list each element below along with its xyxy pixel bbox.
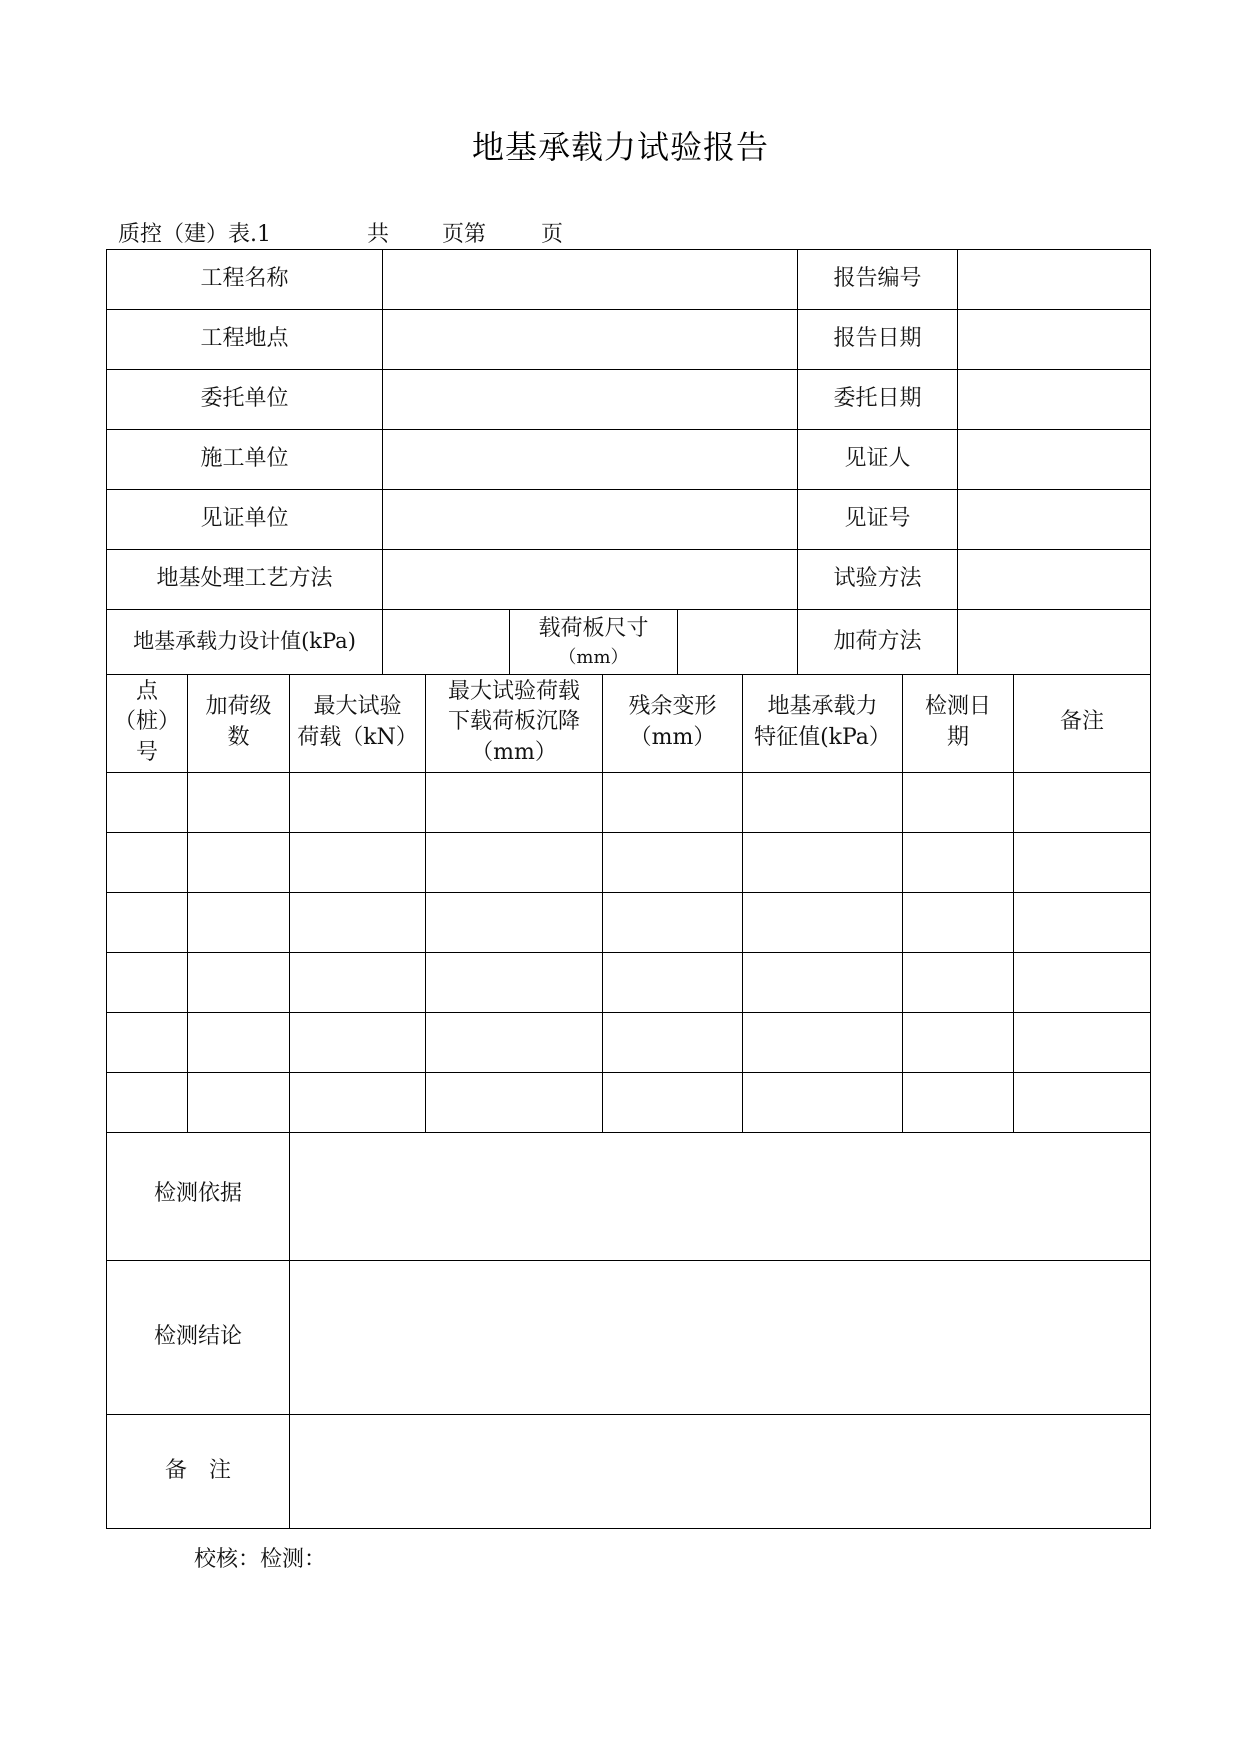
- info-value-field[interactable]: [383, 250, 798, 310]
- project-info-table: [106, 249, 1151, 675]
- table-header-row: [107, 674, 1151, 772]
- info-label: 见证单位: [107, 490, 383, 550]
- plate-size-label-line: 载荷板尺寸: [538, 616, 649, 641]
- loading-method-field[interactable]: [958, 610, 1151, 675]
- form-number: 质控（建）表.1: [118, 222, 271, 247]
- loading-method-label: 加荷方法: [798, 610, 958, 675]
- test-data-table: [106, 674, 1151, 1133]
- table-cell[interactable]: [1014, 1012, 1151, 1072]
- table-cell[interactable]: [603, 772, 743, 832]
- table-cell[interactable]: [107, 772, 188, 832]
- section-field-remarks[interactable]: [290, 1414, 1151, 1528]
- header-line: 残余变形: [628, 693, 717, 719]
- table-cell[interactable]: [903, 1012, 1014, 1072]
- table-cell[interactable]: [107, 1072, 188, 1132]
- table-cell[interactable]: [107, 952, 188, 1012]
- table-cell[interactable]: [426, 1072, 603, 1132]
- column-header-max-load: [290, 674, 426, 772]
- info-value-field[interactable]: [958, 430, 1151, 490]
- table-cell[interactable]: [1014, 1072, 1151, 1132]
- table-cell[interactable]: [188, 832, 290, 892]
- table-cell[interactable]: [603, 832, 743, 892]
- info-label: 试验方法: [798, 550, 958, 610]
- table-cell[interactable]: [290, 952, 426, 1012]
- info-value-field[interactable]: [958, 370, 1151, 430]
- info-row: [107, 310, 1151, 370]
- table-cell[interactable]: [1014, 832, 1151, 892]
- header-line: 荷载（kN）: [297, 724, 418, 750]
- table-cell[interactable]: [290, 832, 426, 892]
- table-cell[interactable]: [903, 832, 1014, 892]
- report-title: 地基承载力试验报告: [471, 128, 769, 166]
- info-value-field[interactable]: [383, 310, 798, 370]
- header-line: 检测日: [924, 693, 991, 719]
- column-header-settlement: [426, 674, 603, 772]
- info-value-field[interactable]: [958, 550, 1151, 610]
- column-header-load-level: [188, 674, 290, 772]
- page-current-suffix: 页: [541, 222, 564, 247]
- info-value-field[interactable]: [958, 490, 1151, 550]
- plate-size-label: [510, 610, 678, 675]
- table-cell[interactable]: [426, 772, 603, 832]
- header-line: （桩）: [113, 709, 180, 735]
- design-row: [107, 610, 1151, 675]
- table-cell[interactable]: [290, 772, 426, 832]
- header-line: 数: [227, 724, 250, 750]
- info-label: 委托日期: [798, 370, 958, 430]
- column-header-point-no: [107, 674, 188, 772]
- header-line: 地基承载力: [767, 693, 878, 719]
- header-line: 特征值(kPa）: [754, 724, 891, 750]
- header-line: 下载荷板沉降: [447, 709, 580, 735]
- header-line: 点: [135, 678, 158, 704]
- section-label-remarks: 备 注: [107, 1414, 290, 1528]
- info-row: [107, 370, 1151, 430]
- table-cell[interactable]: [903, 772, 1014, 832]
- table-cell[interactable]: [426, 892, 603, 952]
- header-line: 最大试验: [313, 693, 402, 719]
- footer-signatures: [194, 1542, 326, 1573]
- table-row: [107, 832, 1151, 892]
- header-line: 加荷级: [205, 693, 272, 719]
- table-cell[interactable]: [188, 772, 290, 832]
- table-cell[interactable]: [743, 892, 903, 952]
- column-header-characteristic-value: [743, 674, 903, 772]
- table-cell[interactable]: [290, 892, 426, 952]
- section-row: [107, 1260, 1151, 1414]
- table-cell[interactable]: [188, 952, 290, 1012]
- info-label: 见证号: [798, 490, 958, 550]
- table-cell[interactable]: [107, 1012, 188, 1072]
- header-line: 最大试验荷载: [447, 678, 580, 704]
- info-label: 工程名称: [107, 250, 383, 310]
- column-header-remarks: [1014, 674, 1151, 772]
- design-capacity-label: 地基承载力设计值(kPa): [107, 610, 383, 675]
- info-value-field[interactable]: [958, 310, 1151, 370]
- table-cell[interactable]: [290, 1012, 426, 1072]
- info-label: 地基处理工艺方法: [107, 550, 383, 610]
- table-row: [107, 1072, 1151, 1132]
- table-cell[interactable]: [290, 1072, 426, 1132]
- plate-size-unit: （mm）: [558, 646, 629, 668]
- info-label: 见证人: [798, 430, 958, 490]
- info-label: 工程地点: [107, 310, 383, 370]
- table-cell[interactable]: [743, 1072, 903, 1132]
- table-cell[interactable]: [603, 892, 743, 952]
- review-label: 校核：: [194, 1547, 261, 1572]
- table-cell[interactable]: [903, 892, 1014, 952]
- header-line: 备注: [1059, 709, 1104, 735]
- info-row: [107, 250, 1151, 310]
- info-value-field[interactable]: [383, 370, 798, 430]
- section-row: [107, 1414, 1151, 1528]
- info-label: 施工单位: [107, 430, 383, 490]
- page-total-prefix: 共: [367, 222, 390, 247]
- header-line: （mm）: [629, 724, 716, 750]
- info-row: [107, 490, 1151, 550]
- header-line: 号: [135, 740, 158, 766]
- section-field-conclusion[interactable]: [290, 1260, 1151, 1414]
- table-cell[interactable]: [743, 952, 903, 1012]
- info-value-field[interactable]: [383, 550, 798, 610]
- table-cell[interactable]: [1014, 892, 1151, 952]
- design-capacity-field[interactable]: [383, 610, 510, 675]
- info-label: 报告日期: [798, 310, 958, 370]
- table-cell[interactable]: [903, 952, 1014, 1012]
- conclusion-table: [106, 1130, 1151, 1529]
- header-line: 期: [946, 724, 969, 750]
- info-value-field[interactable]: [383, 430, 798, 490]
- table-cell[interactable]: [743, 772, 903, 832]
- table-cell[interactable]: [426, 1012, 603, 1072]
- section-label-basis: 检测依据: [107, 1130, 290, 1260]
- table-row: [107, 952, 1151, 1012]
- info-label: 委托单位: [107, 370, 383, 430]
- table-cell[interactable]: [903, 1072, 1014, 1132]
- table-cell[interactable]: [426, 832, 603, 892]
- info-row: [107, 550, 1151, 610]
- table-cell[interactable]: [603, 1072, 743, 1132]
- table-row: [107, 772, 1151, 832]
- info-row: [107, 430, 1151, 490]
- info-label: 报告编号: [798, 250, 958, 310]
- info-value-field[interactable]: [383, 490, 798, 550]
- column-header-test-date: [903, 674, 1014, 772]
- page-total-suffix: 页第: [442, 222, 487, 247]
- info-value-field[interactable]: [958, 250, 1151, 310]
- table-cell[interactable]: [743, 832, 903, 892]
- table-cell[interactable]: [107, 832, 188, 892]
- test-label: 检测：: [260, 1547, 327, 1572]
- table-cell[interactable]: [188, 1072, 290, 1132]
- table-cell[interactable]: [1014, 952, 1151, 1012]
- table-row: [107, 1012, 1151, 1072]
- section-row: [107, 1130, 1151, 1260]
- table-cell[interactable]: [743, 1012, 903, 1072]
- section-label-conclusion: 检测结论: [107, 1260, 290, 1414]
- table-cell[interactable]: [188, 1012, 290, 1072]
- column-header-residual-deformation: [603, 674, 743, 772]
- table-cell[interactable]: [426, 952, 603, 1012]
- plate-size-field[interactable]: [678, 610, 798, 675]
- section-field-basis[interactable]: [290, 1130, 1151, 1260]
- table-row: [107, 892, 1151, 952]
- table-cell[interactable]: [603, 1012, 743, 1072]
- table-cell[interactable]: [603, 952, 743, 1012]
- header-line: （mm）: [471, 740, 557, 766]
- table-cell[interactable]: [1014, 772, 1151, 832]
- table-cell[interactable]: [107, 892, 188, 952]
- table-cell[interactable]: [188, 892, 290, 952]
